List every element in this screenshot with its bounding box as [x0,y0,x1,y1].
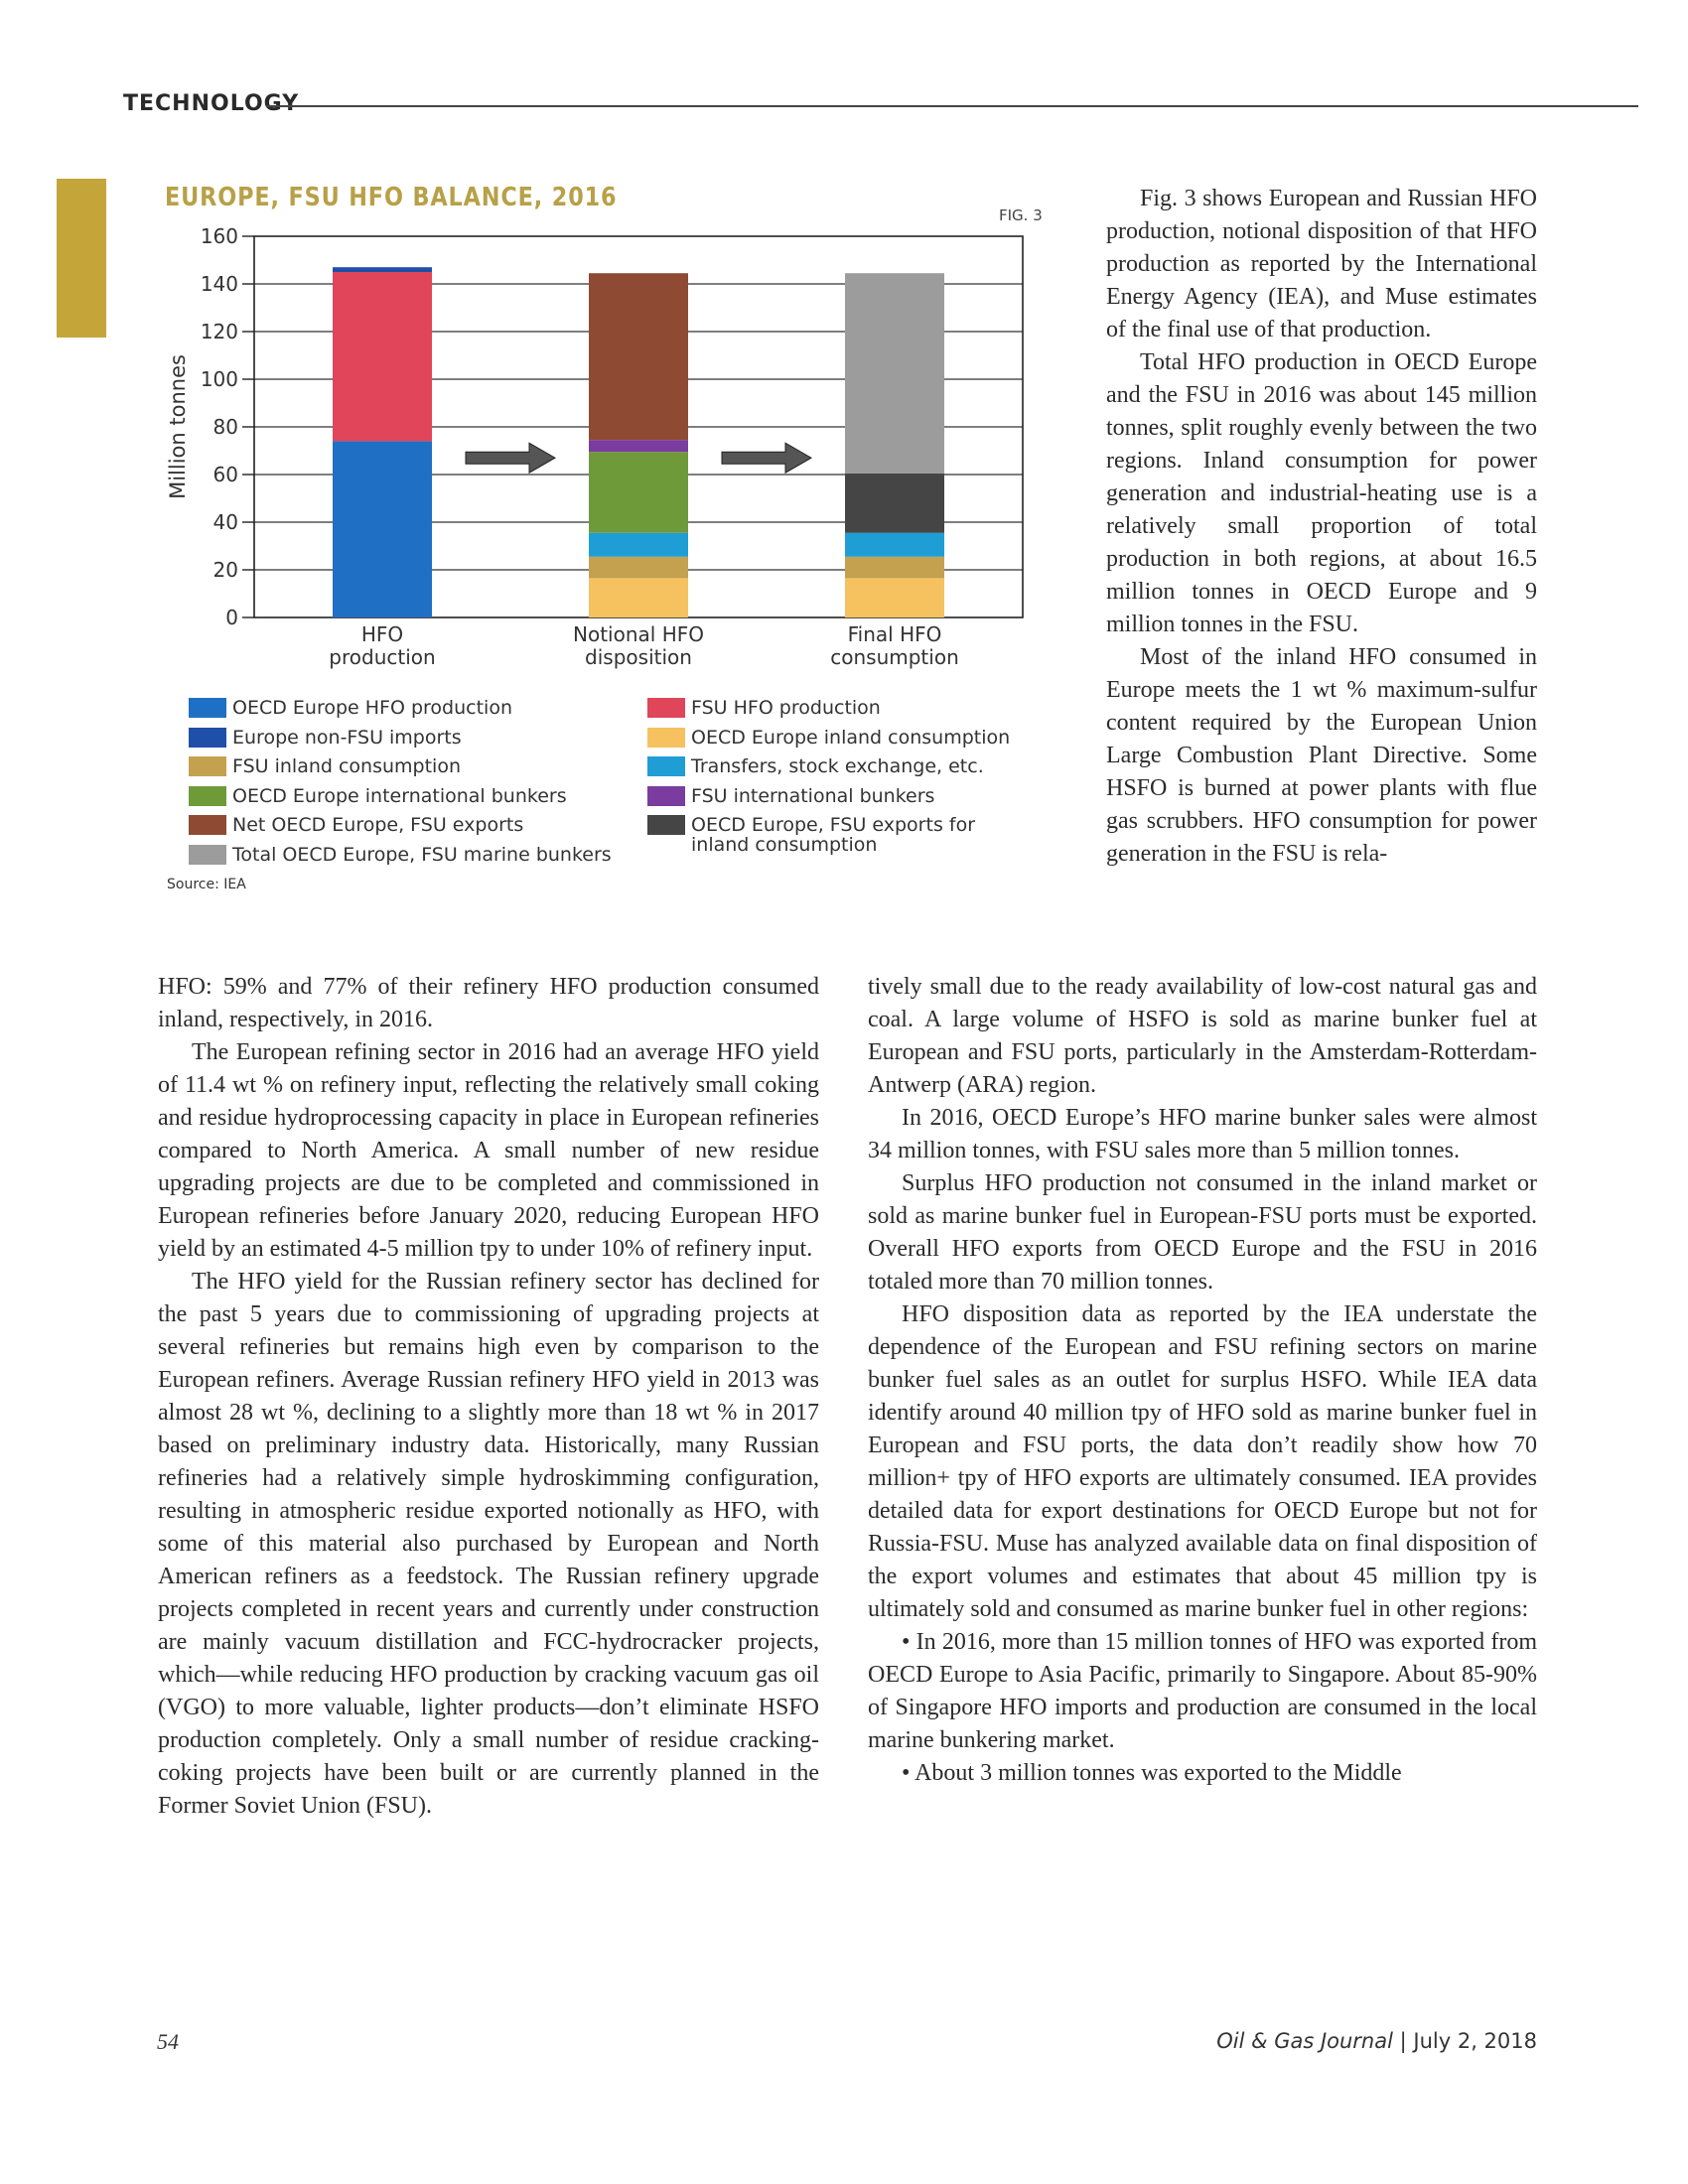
legend-label: FSU HFO production [691,697,881,719]
legend-label: OECD Europe HFO production [232,697,512,719]
legend-item [647,751,1010,781]
paragraph: Fig. 3 shows European and Russian HFO production, notional disposition of that HFO production as reported by the International Energy Agency (IEA), and Muse estimates of the final use of that production. [1106,186,1537,342]
legend-label: FSU international bunkers [691,784,935,807]
x-tick-label: consumption [830,645,959,669]
legend-label: Transfers, stock exchange, etc. [691,755,984,777]
legend-label: Europe non-FSU imports [232,726,462,749]
paragraph: The European refining sector in 2016 had an average HFO yield of 11.4 wt % on refinery input, reflecting the relatively small coking and residue hydroprocessing capacity in place in European refineries compared to North America. A small number of new residue upgrading projects are due to be completed and commissioned in European refineries before January 2020, reducing European HFO yield by an estimated 4-5 million tpy to under 10% of refinery input. [158,1039,819,1262]
legend-swatch [647,786,685,806]
y-tick-label: 20 [212,558,238,582]
legend-item [189,693,612,723]
y-tick-label: 100 [200,367,238,391]
legend-swatch [647,728,685,748]
paragraph: Surplus HFO production not consumed in the inland market or sold as marine bunker fuel in European-FSU ports must be exported. Overall HFO exports from OECD Europe and the FSU in 2016 totaled more than 70 million tonnes. [868,1170,1537,1295]
y-tick-label: 40 [212,510,238,534]
legend-item [189,781,612,811]
bar-segment [589,452,688,533]
bar-segment [845,578,944,617]
legend-column-right [647,693,1011,856]
legend-swatch [189,815,226,835]
legend-swatch [189,845,226,865]
paragraph: Most of the inland HFO consumed in Europe meets the 1 wt % maximum-sulfur content required by the European Union Large Combustion Plant Directive. Some HSFO is burned at power plants with flue gas scrubbers. HFO consumption for power generation in the FSU is rela- [1106,644,1537,867]
y-tick-label: 140 [200,272,238,296]
journal-name: Oil & Gas Journal [1216,2029,1393,2053]
legend-swatch [647,756,685,776]
legend-label: OECD Europe inland consumption [691,726,1011,749]
accent-bar [57,179,106,338]
x-tick-label: HFO [360,622,404,646]
paragraph-continued: HFO: 59% and 77% of their refinery HFO production consumed inland, respectively, in 2016. [158,974,819,1032]
legend-label: FSU inland consumption [232,755,462,777]
y-tick-label: 160 [200,224,238,248]
x-tick-label: production [329,645,436,669]
section-rule [266,105,1638,107]
figure-tag: FIG. 3 [999,206,1043,224]
x-tick-label: Notional HFO [573,622,704,646]
article-column-right-top [1106,183,1537,871]
legend-swatch [189,786,226,806]
bar-segment [589,578,688,617]
bar-segment [845,273,944,474]
legend-item [647,693,1010,723]
bar-segment [589,557,688,579]
page-number: 54 [157,2029,179,2054]
legend-item [189,723,612,752]
bar-segment [845,533,944,557]
journal-footer [1216,2029,1537,2053]
y-tick-label: 0 [225,606,238,629]
flow-arrow-icon [722,443,811,473]
hfo-balance-chart [149,220,1043,677]
x-tick-label: disposition [585,645,692,669]
figure-title: EUROPE, FSU HFO BALANCE, 2016 [165,183,618,212]
paragraph-continued: tively small due to the ready availability of low-cost natural gas and coal. A large volume of HSFO is sold as marine bunker fuel at European and FSU ports, particularly in the Amsterdam-Rotterdam-Antwerp (ARA) region. [868,974,1537,1098]
legend-item [189,751,612,781]
paragraph: The HFO yield for the Russian refinery sector has declined for the past 5 years due to commissioning of upgrading projects at several refineries but remains high even by comparison to the European refiners. Average Russian refinery HFO yield in 2013 was almost 28 wt %, declining to a slightly more than 18 wt % in 2017 based on preliminary industry data. Historically, many Russian refineries had a relatively simple hydroskimming configuration, resulting in atmospheric residue exported notionally as HFO, with some of this material also purchased by European and North American refiners as a feedstock. The Russian refinery upgrade projects completed in recent years and currently under construction are mainly vacuum distillation and FCC-hydrocracker projects, which—while reducing HFO production by cracking vacuum gas oil (VGO) to more valuable, lighter products—don’t eliminate HSFO production completely. Only a small number of residue cracking-coking projects have been built or are currently planned in the Former Soviet Union (FSU). [158,1269,819,1819]
legend-swatch [189,728,226,748]
legend-swatch [647,698,685,718]
paragraph: Total HFO production in OECD Europe and the FSU in 2016 was about 145 million tonnes, split roughly evenly between the two regions. Inland consumption for power generation and industrial-heating use is a relatively small proportion of total production in both regions, at about 16.5 million tonnes in OECD Europe and 9 million tonnes in the FSU. [1106,349,1537,637]
legend-swatch [647,815,685,835]
legend-item [189,810,612,840]
footer-separator: | [1392,2029,1414,2053]
bar-segment [845,474,944,533]
bar-segment [333,267,432,272]
flow-arrow-icon [466,443,555,473]
bar-segment [333,272,432,441]
article-column-right [868,971,1537,1790]
y-tick-label: 80 [212,415,238,439]
legend-label: Total OECD Europe, FSU marine bunkers [232,843,612,866]
legend-column-left [189,693,612,869]
legend-label: OECD Europe, FSU exports for inland consumption [691,814,976,856]
y-tick-label: 120 [200,320,238,343]
bar-segment [845,557,944,579]
bullet-item: • About 3 million tonnes was exported to the Middle [902,1760,1402,1786]
legend-label: Net OECD Europe, FSU exports [232,814,524,836]
legend-item [647,781,1010,811]
issue-date: July 2, 2018 [1413,2029,1537,2053]
legend-item [189,840,612,870]
y-axis-label: Million tonnes [166,354,190,499]
legend-label: OECD Europe international bunkers [232,784,567,807]
y-tick-label: 60 [212,463,238,486]
legend-item [647,810,1010,856]
x-tick-label: Final HFO [847,622,942,646]
section-label: TECHNOLOGY [123,91,300,116]
bar-segment [589,533,688,557]
article-column-left [158,971,819,1823]
bar-segment [589,440,688,452]
paragraph: HFO disposition data as reported by the IEA understate the dependence of the European and FSU refining sectors on marine bunker fuel sales as an outlet for surplus HSFO. While IEA data identify around 40 million tpy of HFO sold as marine bunker fuel in European and FSU ports, the data don’t readily show how 70 million+ tpy of HFO exports are ultimately consumed. IEA provides detailed data for export destinations for OECD Europe but not for Russia-FSU. Muse has analyzed available data on final disposition of the export volumes and estimates that about 45 million tpy is ultimately sold and consumed as marine bunker fuel in other regions: [868,1301,1537,1622]
legend-swatch [189,756,226,776]
bar-segment [333,441,432,617]
bar-segment [589,273,688,440]
legend-item [647,723,1010,752]
legend-swatch [189,698,226,718]
paragraph: In 2016, OECD Europe’s HFO marine bunker sales were almost 34 million tonnes, with FSU sales more than 5 million tonnes. [868,1105,1537,1163]
bullet-item: • In 2016, more than 15 million tonnes of HFO was exported from OECD Europe to Asia Pacific, primarily to Singapore. About 85-90% of Singapore HFO imports and production are consumed in the local marine bunkering market. [868,1629,1537,1753]
figure-source: Source: IEA [167,877,246,892]
